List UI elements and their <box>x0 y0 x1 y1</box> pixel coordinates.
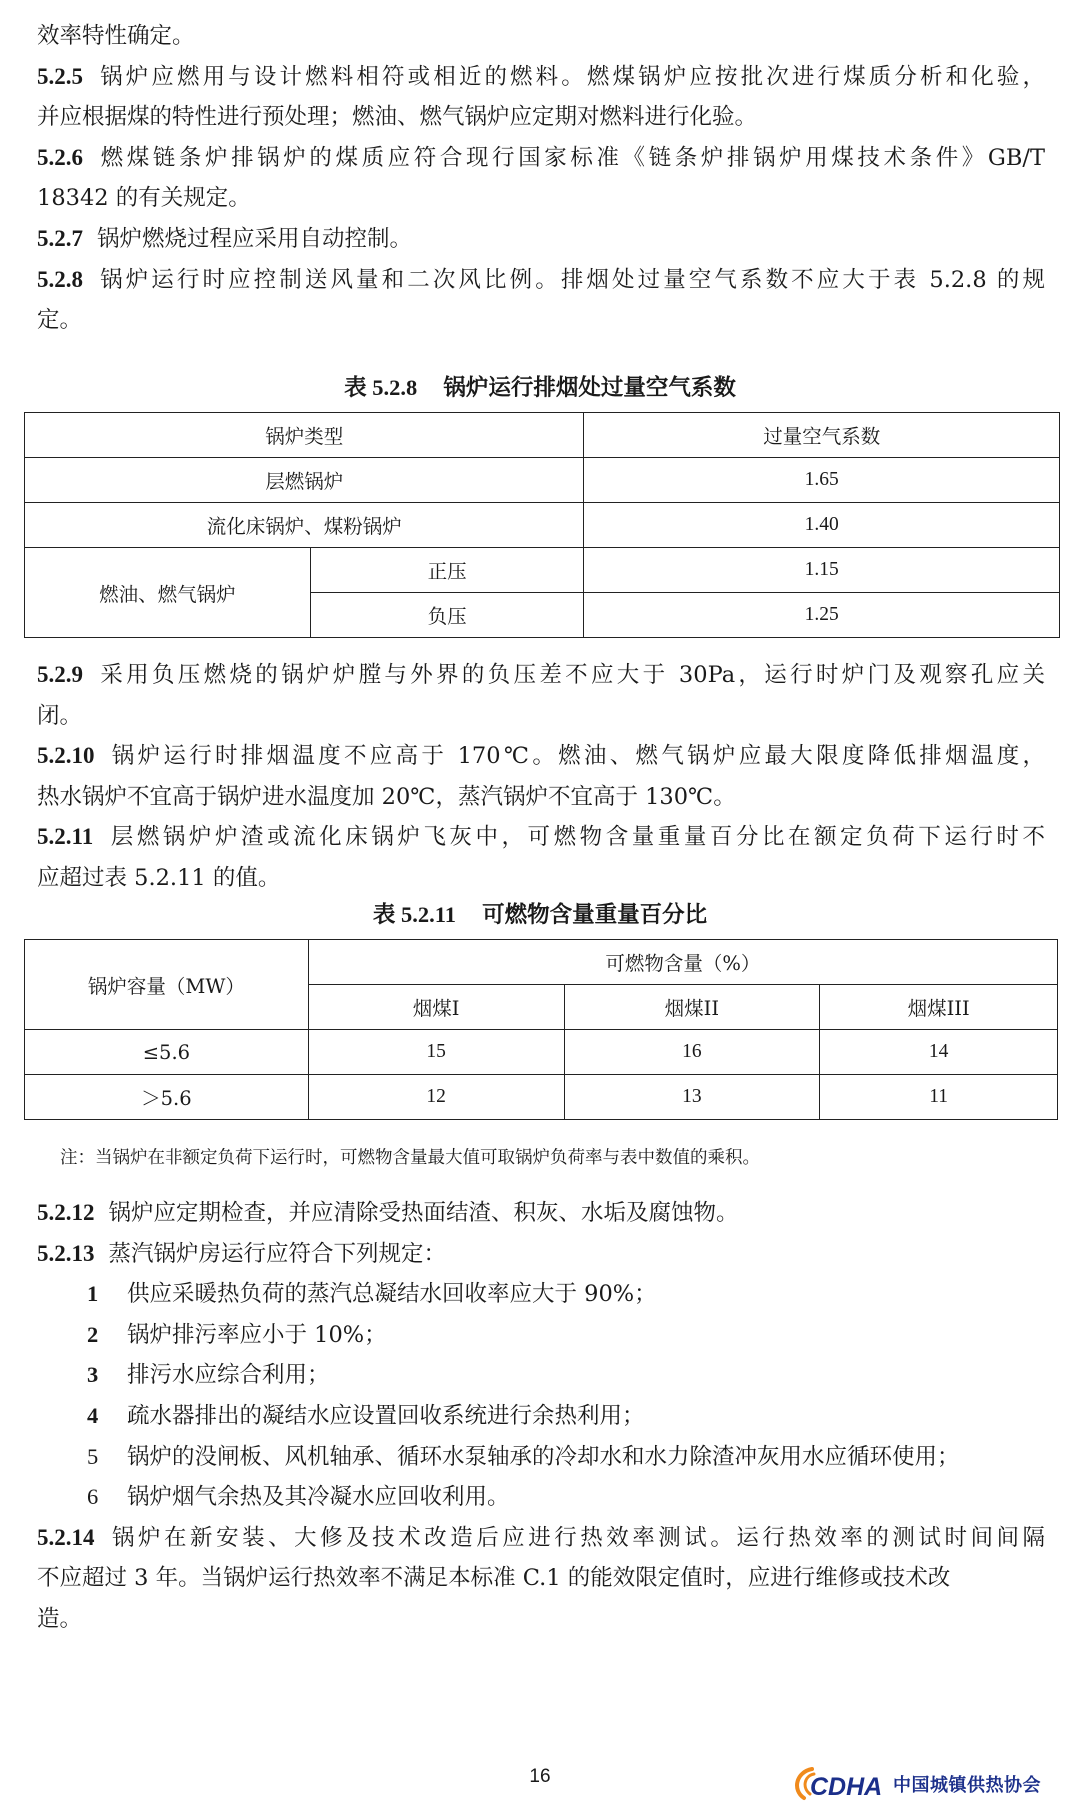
clause-number: 5.2.12 <box>37 1200 95 1225</box>
table-note: 注：当锅炉在非额定负荷下运行时，可燃物含量最大值可取锅炉负荷率与表中数值的乘积。 <box>60 1148 760 1168</box>
clause-number: 5.2.10 <box>37 743 95 769</box>
list-item: 3 排污水应综合利用； <box>37 1355 1045 1396</box>
table-row: 流化床锅炉、煤粉锅炉 1.40 <box>25 503 1060 548</box>
table-row: 负压 1.25 <box>25 593 1060 638</box>
clause-5-2-8-line1: 5.2.8 锅炉运行时应控制送风量和二次风比例。排烟处过量空气系数不应大于表 5.2.8 的规 <box>37 266 1045 293</box>
table-subheader-row: 烟煤I 烟煤II 烟煤III <box>25 985 1058 1030</box>
clause-number: 5.2.9 <box>37 662 83 687</box>
clause-number: 5.2.5 <box>37 63 83 89</box>
header-capacity: 锅炉容量（MW） <box>25 940 309 1030</box>
table-caption-5-2-11: 表 5.2.11 可燃物含量重量百分比 <box>372 902 708 928</box>
combustible-content-table <box>24 939 1058 1120</box>
list-item-number: 1 <box>87 1281 99 1307</box>
list-item: 6 锅炉烟气余热及其冷凝水应回收利用。 <box>37 1477 1045 1518</box>
clause-number: 5.2.7 <box>37 225 83 251</box>
clause-number: 5.2.13 <box>37 1240 95 1266</box>
clause-5-2-10-line2: 热水锅炉不宜高于锅炉进水温度加 20℃，蒸汽锅炉不宜高于 130℃。 <box>37 783 736 810</box>
body-text-middle <box>37 655 1045 899</box>
org-name: 中国城镇供热协会 <box>893 1775 1041 1795</box>
list-item-number: 5 <box>87 1443 99 1469</box>
list-item-number: 3 <box>87 1362 99 1388</box>
clause-5-2-9-line2: 闭。 <box>37 702 83 729</box>
header-excess-air: 过量空气系数 <box>584 413 1060 458</box>
list-item: 5 锅炉的没闸板、风机轴承、循环水泵轴承的冷却水和水力除渣冲灰用水应循环使用； <box>37 1437 1045 1478</box>
clause-number: 5.2.14 <box>37 1524 95 1550</box>
paragraph-line: 效率特性确定。 <box>37 23 195 49</box>
header-boiler-type: 锅炉类型 <box>25 413 584 458</box>
clause-5-2-6-line1: 5.2.6 燃煤链条炉排锅炉的煤质应符合现行国家标准《链条炉排锅炉用煤技术条件》GB/T <box>37 144 1045 171</box>
clause-5-2-5-line1: 5.2.5 锅炉应燃用与设计燃料相符或相近的燃料。燃煤锅炉应按批次进行煤质分析和化验， <box>37 63 1045 90</box>
clause-5-2-10-line1: 5.2.10 锅炉运行时排烟温度不应高于 170℃。燃油、燃气锅炉应最大限度降低排烟温度， <box>37 743 1045 770</box>
clause-number: 5.2.6 <box>37 144 83 170</box>
table-header-row <box>25 940 1058 985</box>
list-item-number: 2 <box>87 1321 99 1347</box>
clause-5-2-8-line2: 定。 <box>37 307 83 334</box>
clause-5-2-13-line1: 5.2.13 蒸汽锅炉房运行应符合下列规定： <box>37 1240 447 1267</box>
clause-5-2-11-line1: 5.2.11 层燃锅炉炉渣或流化床锅炉飞灰中，可燃物含量重量百分比在额定负荷下运行时不 <box>37 824 1045 851</box>
body-text-top <box>37 16 1045 341</box>
table-row: 燃油、燃气锅炉 正压 1.15 <box>25 548 1060 593</box>
clause-5-2-11-line2: 应超过表 5.2.11 的值。 <box>37 864 281 891</box>
clause-5-2-6-line2: 18342 的有关规定。 <box>37 185 251 212</box>
table-caption-5-2-8: 表 5.2.8 锅炉运行排烟处过量空气系数 <box>344 375 736 401</box>
clause-number: 5.2.11 <box>37 824 94 850</box>
body-text-bottom <box>37 1193 1045 1640</box>
clause-5-2-12-line1: 5.2.12 锅炉应定期检查，并应清除受热面结渣、积灰、水垢及腐蚀物。 <box>37 1200 739 1226</box>
logo-letters: CDHA <box>810 1773 883 1801</box>
table-row: 层燃锅炉 1.65 <box>25 458 1060 503</box>
clause-5-2-9-line1: 5.2.9 采用负压燃烧的锅炉炉膛与外界的负压差不应大于 30Pa，运行时炉门及观察孔应关 <box>37 662 1045 688</box>
table-row: ＞5.6 12 13 11 <box>25 1075 1058 1120</box>
excess-air-table <box>24 412 1060 638</box>
table-row: ≤5.6 15 16 14 <box>25 1030 1058 1075</box>
clause-5-2-14-line3: 造。 <box>37 1605 83 1632</box>
list-item: 1 供应采暖热负荷的蒸汽总凝结水回收率应大于 90%； <box>37 1274 1045 1315</box>
list-item-number: 6 <box>87 1484 99 1510</box>
page-number: 16 <box>529 1766 551 1787</box>
clause-5-2-5-line2: 并应根据煤的特性进行预处理；燃油、燃气锅炉应定期对燃料进行化验。 <box>37 104 758 131</box>
clause-5-2-14-line2: 不应超过 3 年。当锅炉运行热效率不满足本标准 C.1 的能效限定值时，应进行维修或技术改 <box>37 1565 951 1592</box>
table-header-row <box>25 413 1060 458</box>
header-combustible: 可燃物含量（%） <box>308 940 1057 985</box>
clause-5-2-14-line1: 5.2.14 锅炉在新安装、大修及技术改造后应进行热效率测试。运行热效率的测试时间间隔 <box>37 1524 1045 1551</box>
clause-5-2-7-line1: 5.2.7 锅炉燃烧过程应采用自动控制。 <box>37 225 413 252</box>
list-item: 4 疏水器排出的凝结水应设置回收系统进行余热利用； <box>37 1396 1045 1437</box>
list-item: 2 锅炉排污率应小于 10%； <box>37 1315 1045 1356</box>
list-item-number: 4 <box>87 1402 99 1428</box>
clause-number: 5.2.8 <box>37 266 83 292</box>
